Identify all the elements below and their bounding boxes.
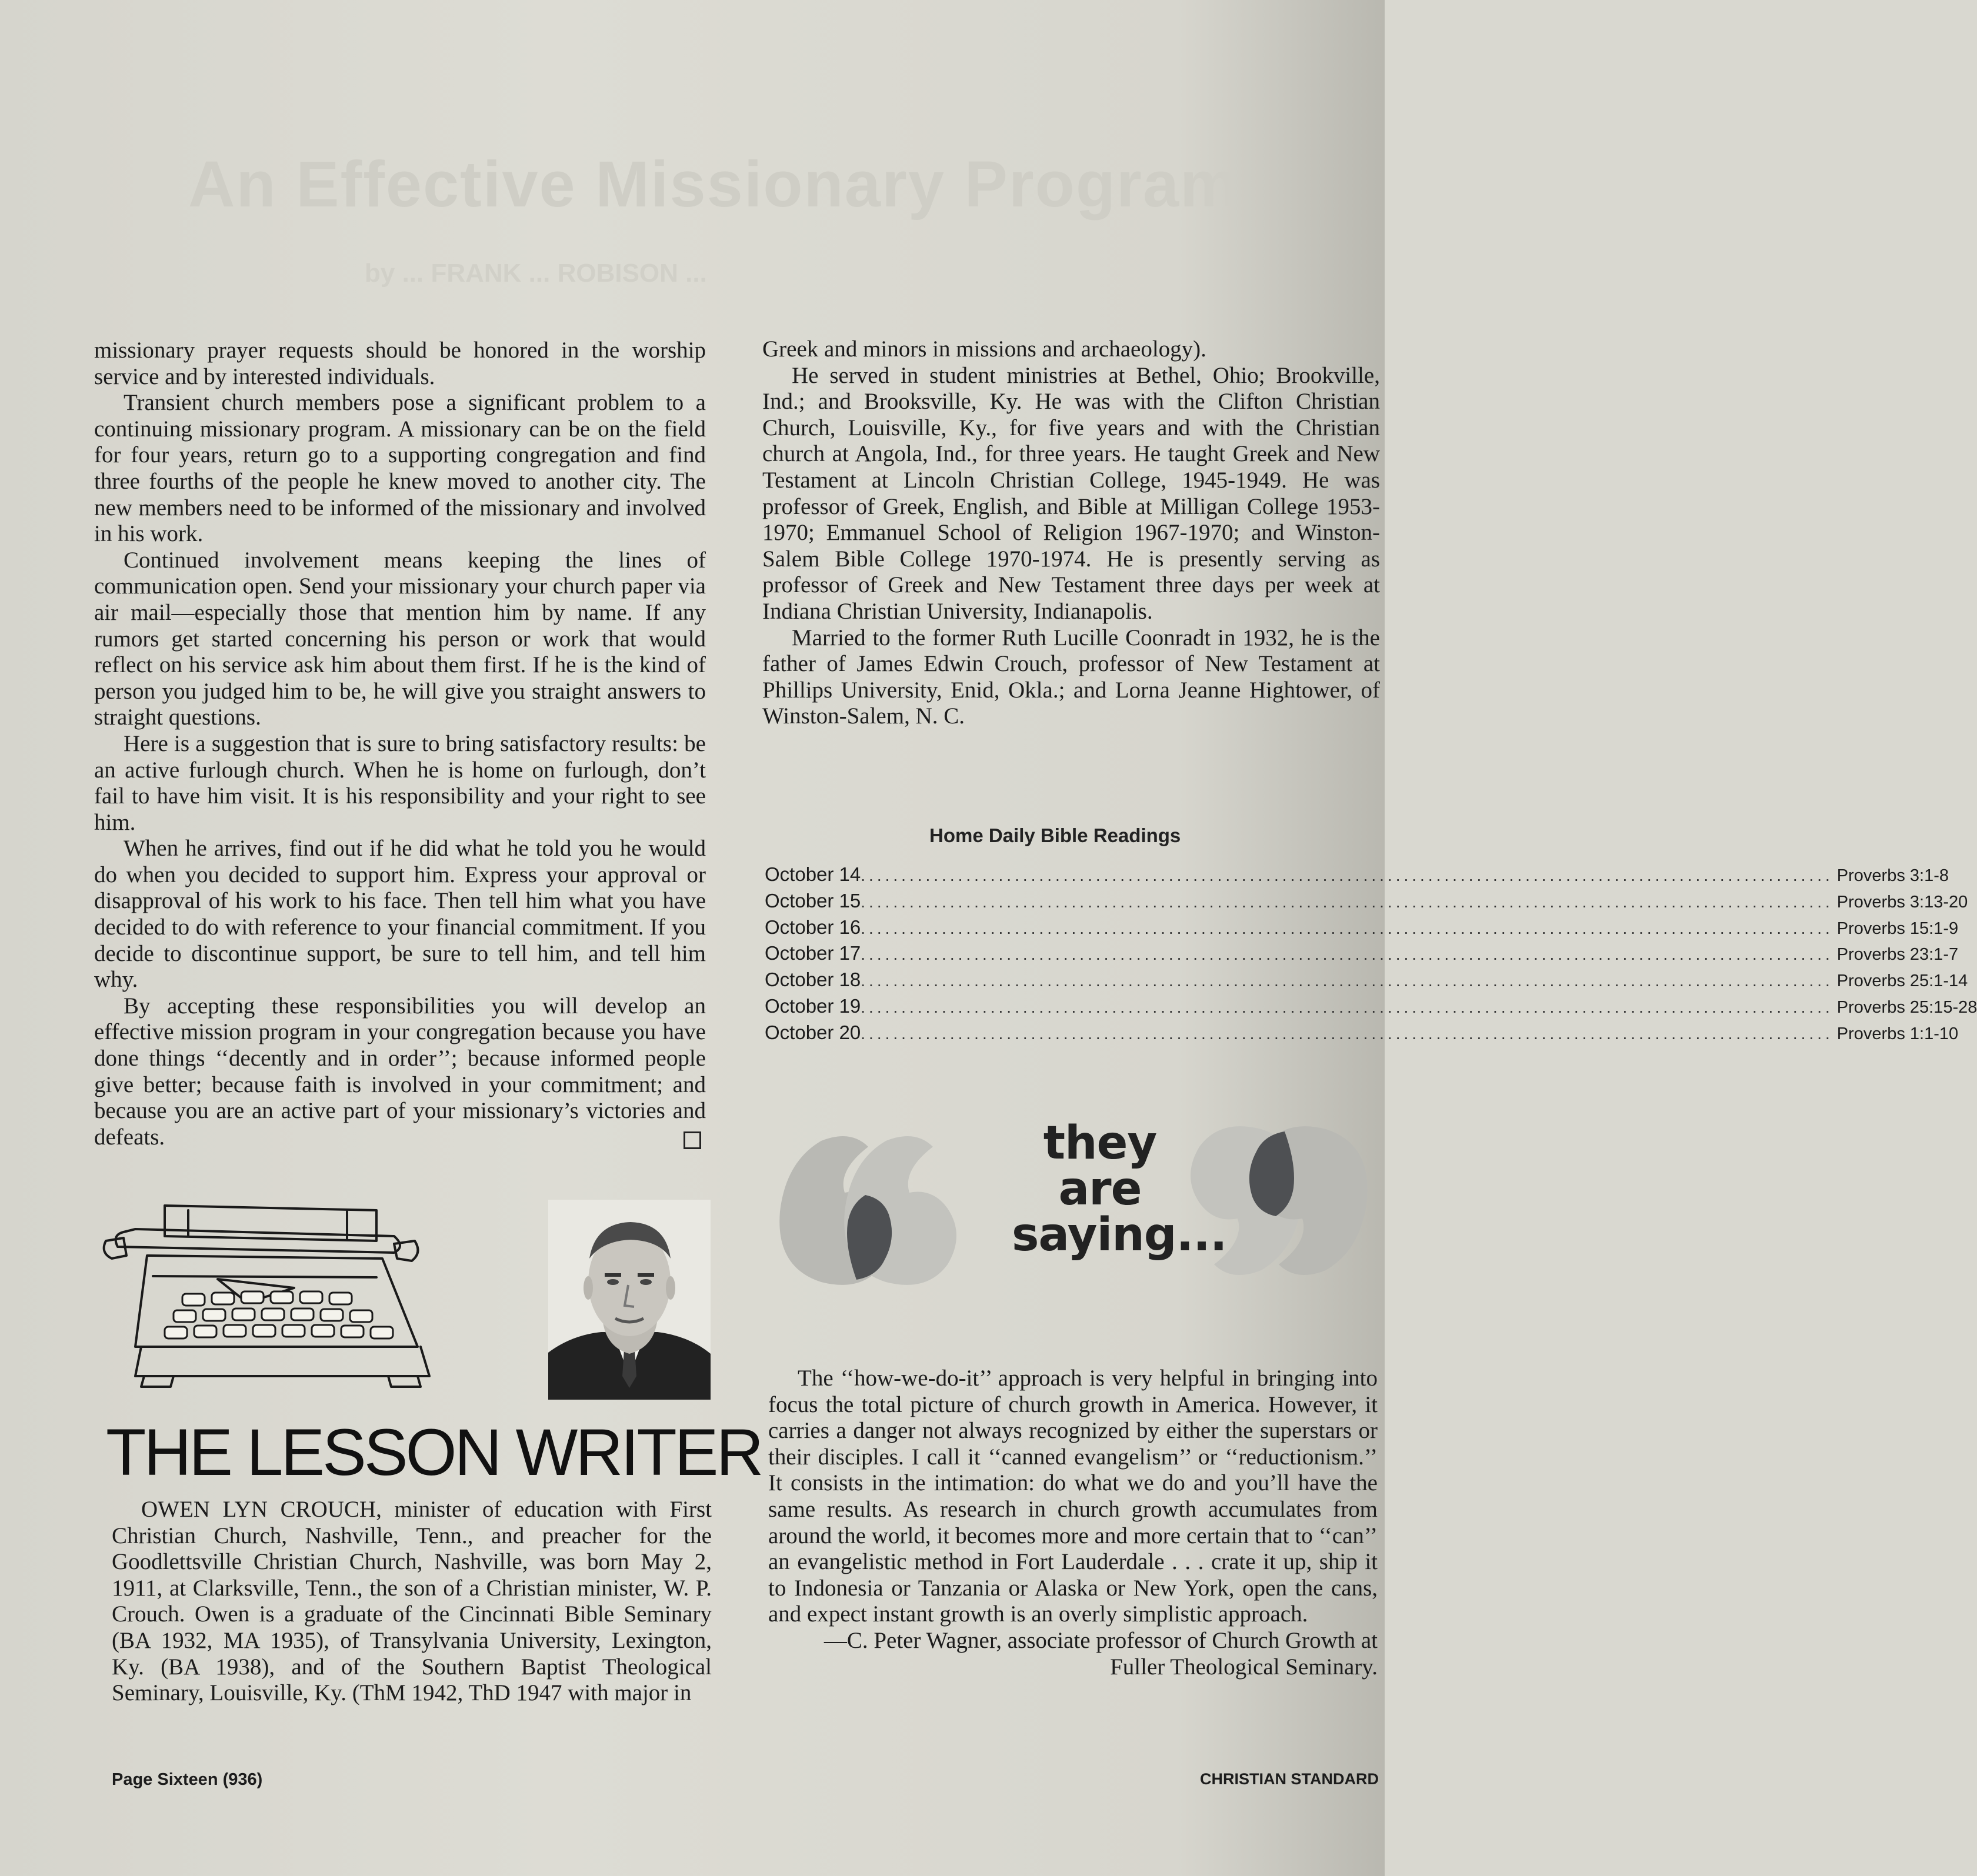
reading-date: October 20 [765, 1021, 861, 1043]
leader-dots: ........................................................................................................................ [861, 945, 1833, 964]
author-photo [548, 1200, 711, 1400]
heading-line: saying... [1012, 1209, 1227, 1261]
heading-line: are [1058, 1163, 1142, 1216]
article-paragraph: Continued involvement means keeping the lines of communication open. Send your missionary your church paper via air mail—especially those that mention him by name. If any rumors get started concerning his person or work that would reflect on his service ask him about them first. If he is the kind of person you judged him to be, he will give you straight answers to straight questions. [94, 547, 706, 730]
reading-row [765, 863, 1949, 890]
bible-readings-title: Home Daily Bible Readings [929, 824, 1181, 846]
reading-date: October 14 [765, 863, 861, 885]
bio-continuation-paragraph: He served in student ministries at Bethel, Ohio; Brookville, Ind.; and Brooksville, Ky. He was with the Clifton Christian Church, Louisville, Ky., for five years and with the Christian church at Angola, Ind., for three years. He taught Greek and New Testament at Lincoln Christian College, 1945-1949. He was professor of Greek, English, and Bible at Milligan College 1953-1970; Emmanuel School of Religion 1967-1970; and Winston-Salem Bible College 1970-1974. He is presently serving as professor of Greek and New Testament three days per week at Indiana Christian University, Indianapolis. [762, 362, 1380, 624]
article-paragraph: Transient church members pose a significant problem to a continuing missionary program. A missionary can be on the field for four years, return go to a supporting congregation and find three fourths of the people he knew moved to another city. The new members need to be informed of the missionary and involved in his work. [94, 390, 706, 547]
leader-dots: ........................................................................................................................ [861, 892, 1833, 911]
leader-dots: ........................................................................................................................ [861, 1024, 1833, 1043]
bio-paragraph: OWEN LYN CROUCH, minister of education with First Christian Church, Nashville, Tenn., and preacher for the Goodlettsville Christian Church, Nashville, was born May 2, 1911, at Clarksville, Tenn., the son of a Christian minister, W. P. Crouch. Owen is a graduate of the Cincinnati Bible Seminary (BA 1932, MA 1935), of Transylvania University, Lexington, Ky. (BA 1938), and of the Southern Baptist Theological Seminary, Louisville, Ky. (ThM 1942, ThD 1947 with major in [112, 1497, 712, 1706]
article-left-column [94, 338, 706, 1150]
article-paragraph: When he arrives, find out if he did what he told you he would do when you decided to support him. Express your approval or disapproval of his work to his face. Then tell him what you have decided to do with reference to your financial commitment. If you decide to discontinue support, be sure to tell him, and tell him why. [94, 836, 706, 993]
end-mark-icon [684, 1131, 701, 1149]
reading-reference: Proverbs 15:1-9 [1836, 919, 1959, 938]
bible-readings-list [765, 863, 1977, 1048]
page-number: Page Sixteen (936) [112, 1770, 263, 1789]
typewriter-illustration [100, 1200, 547, 1394]
leader-dots: ........................................................................................................................ [861, 972, 1833, 990]
reading-reference: Proverbs 3:13-20 [1836, 892, 1968, 912]
publication-name: CHRISTIAN STANDARD [1200, 1770, 1379, 1788]
reading-reference: Proverbs 25:15-28 [1836, 997, 1977, 1017]
reading-reference: Proverbs 1:1-10 [1836, 1024, 1959, 1043]
reading-date: October 19 [765, 994, 861, 1017]
reading-date: October 18 [765, 969, 861, 991]
bleed-through-title: An Effective Missionary Program [188, 148, 1239, 221]
reading-row [765, 994, 1977, 1022]
lesson-writer-bio [112, 1497, 712, 1707]
quote-attribution: —C. Peter Wagner, associate professor of Church Growth at Fuller Theological Seminary. [824, 1627, 1378, 1680]
leader-dots: ........................................................................................................................ [861, 866, 1833, 884]
quote-block [768, 1366, 1378, 1680]
bleed-through-subtitle: by ... FRANK ... ROBISON ... [365, 259, 707, 288]
reading-date: October 16 [765, 916, 861, 938]
quote-text: The ‘‘how-we-do-it’’ approach is very helpful in bringing into focus the total picture of church growth in America. However, it carries a danger not always recognized by either the superstars or their disciples. I call it ‘‘canned evangelism’’ or ‘‘reductionism.’’ It consists in the intimation: do what we do and you’ll have the same results. As research in church growth accumulates from around the world, it becomes more and more certain that to ‘‘can’’ an evangelistic method in Fort Lauderdale . . . crate it up, ship it to Indonesia or Tanzania or Alaska or New York, open the cans, and expect instant growth is an overly simplistic approach. [768, 1366, 1378, 1627]
reading-reference: Proverbs 25:1-14 [1836, 972, 1968, 991]
reading-date: October 15 [765, 889, 861, 912]
reading-row [765, 1021, 1959, 1048]
article-paragraph: Here is a suggestion that is sure to bring satisfactory results: be an active furlough church. When he is home on furlough, don’t fail to have him visit. It is his responsibility and your right to see him. [94, 730, 706, 835]
article-right-column [762, 336, 1380, 730]
bio-continuation-paragraph: Married to the former Ruth Lucille Coonradt in 1932, he is the father of James Edwin Crouch, professor of New Testament at Phillips University, Enid, Okla.; and Lorna Jeanne Hightower, of Winston-Salem, N. C. [762, 625, 1380, 729]
reading-row [765, 942, 1959, 969]
bio-continuation-paragraph: Greek and minors in missions and archaeology). [762, 336, 1206, 362]
reading-row [765, 969, 1968, 995]
reading-reference: Proverbs 23:1-7 [1836, 945, 1959, 964]
lesson-writer-headline: THE LESSON WRITER [106, 1416, 762, 1489]
leader-dots: ........................................................................................................................ [861, 997, 1833, 1016]
reading-date: October 17 [765, 942, 861, 964]
article-paragraph: missionary prayer requests should be honored in the worship service and by interested individuals. [94, 338, 706, 389]
leader-dots: ........................................................................................................................ [861, 919, 1833, 937]
reading-reference: Proverbs 3:1-8 [1836, 866, 1949, 885]
heading-line: they [1043, 1117, 1157, 1170]
article-paragraph: By accepting these responsibilities you will develop an effective mission program in your congregation because you have done things ‘‘decently and in order’’; because informed people give better; because faith is involved in your commitment; and because you are an active part of your missionary’s victories and defeats. [94, 993, 706, 1150]
reading-row [765, 889, 1968, 916]
they-are-saying-heading [1012, 1117, 1227, 1261]
reading-row [765, 916, 1959, 943]
